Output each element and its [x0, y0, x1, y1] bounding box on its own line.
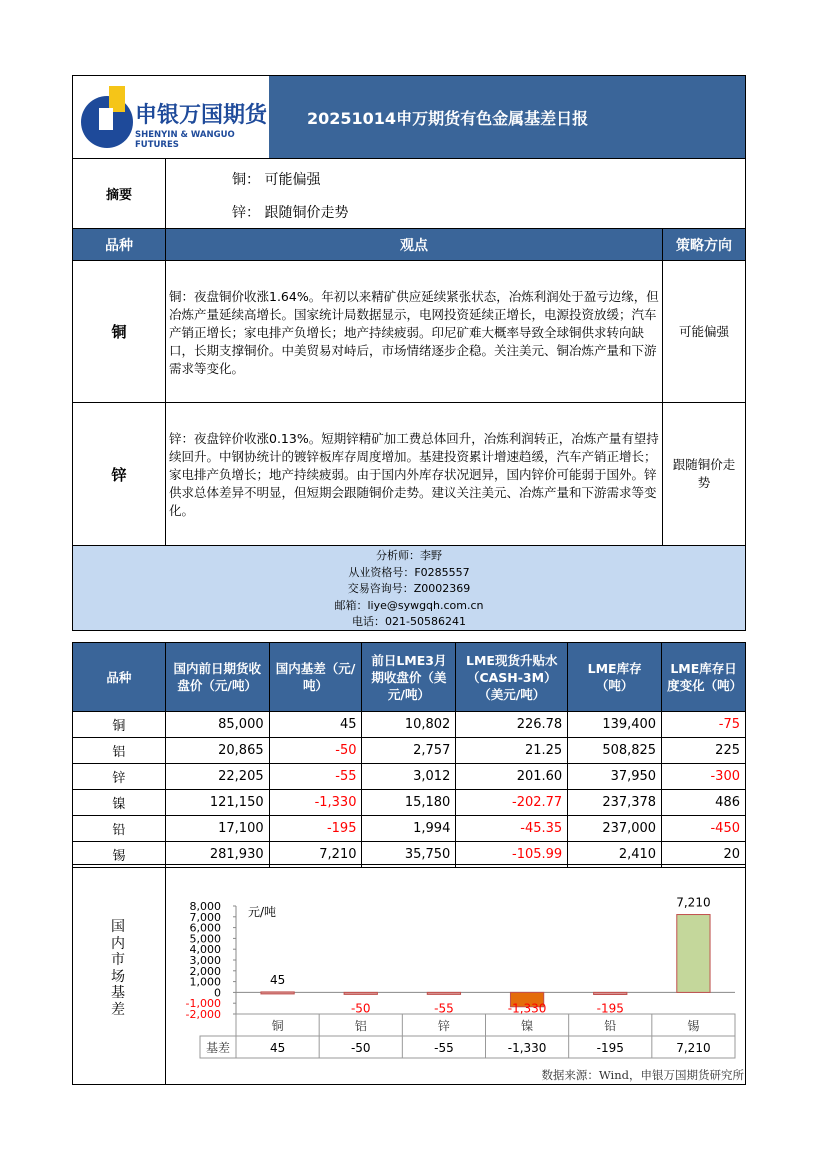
logo-cn: 申银万国期货: [135, 103, 268, 128]
analyst-phone: 电话：021-50586241: [352, 615, 466, 628]
bar: [344, 992, 377, 994]
table-cell: 226.78: [456, 712, 568, 738]
table-cell: 7,210: [269, 842, 362, 868]
table-cell: -105.99: [456, 842, 568, 868]
table-cell: 22,205: [165, 764, 269, 790]
y-axis-unit: 元/吨: [248, 905, 277, 919]
table-cell: 35,750: [362, 842, 456, 868]
table-cell: 225: [662, 738, 746, 764]
table-value: -1,330: [507, 1041, 547, 1055]
table-value: -50: [350, 1041, 371, 1055]
table-cell: 3,012: [362, 764, 456, 790]
table-header-cell: LME现货升贴水（CASH-3M）（美元/吨）: [456, 643, 568, 712]
table-cell: -50: [269, 738, 362, 764]
bar: [261, 992, 294, 994]
report-title: 20251014申万期货有色金属基差日报: [269, 76, 745, 158]
data-label: 7,210: [676, 895, 711, 910]
table-header-cell: 品种: [73, 643, 166, 712]
table-cell: 237,378: [568, 790, 662, 816]
table-value: -195: [596, 1041, 624, 1055]
analyst-consult-no: 交易咨询号：Z0002369: [347, 582, 471, 595]
table-cell: 281,930: [165, 842, 269, 868]
y-tick-label: 7,000: [189, 910, 221, 924]
table-value: 7,210: [676, 1041, 711, 1055]
table-cell: 1,994: [362, 816, 456, 842]
y-tick-label: 6,000: [189, 921, 221, 935]
table-cell: -450: [662, 816, 746, 842]
table-cell: 铝: [73, 738, 166, 764]
table-header-cell: 前日LME3月期收盘价（美元/吨）: [362, 643, 456, 712]
data-label: -195: [596, 1001, 624, 1016]
table-cell: 镍: [73, 790, 166, 816]
col-variety: 品种: [72, 228, 166, 261]
x-tick-label: 锡: [687, 1019, 700, 1033]
table-value: 45: [269, 1041, 286, 1055]
table-cell: 85,000: [165, 712, 269, 738]
data-label: 45: [269, 972, 286, 987]
table-cell: 铅: [73, 816, 166, 842]
table-cell: -1,330: [269, 790, 362, 816]
table-cell: 21.25: [456, 738, 568, 764]
x-tick-label: 镍: [521, 1019, 534, 1033]
data-label: -55: [434, 1001, 454, 1016]
view-variety: 铜: [72, 260, 166, 403]
chart-section-label: 国内市场基差: [111, 919, 125, 1018]
view-text: 锌：夜盘锌价收涨0.13%。短期锌精矿加工费总体回升，冶炼利润转正，冶炼产量有望持续回升。中钢协统计的镀锌板库存周度增加。基建投资累计增速趋缓，汽车产销正增长；家电排产负增长；地产持续疲弱。由于国内外库存状况迥异，国内锌价可能弱于国外。锌供求总体差异不明显，但短期会跟随铜价走势。建议关注美元、冶炼产量和下游需求等变化。: [165, 402, 663, 546]
table-cell: 486: [662, 790, 746, 816]
table-cell: 20,865: [165, 738, 269, 764]
x-tick-label: 铜: [271, 1019, 284, 1033]
view-strategy: 可能偏强: [662, 260, 746, 403]
table-header-cell: LME库存（吨）: [568, 643, 662, 712]
table-cell: -202.77: [456, 790, 568, 816]
data-label: -50: [350, 1001, 371, 1016]
x-tick-label: 铝: [354, 1019, 367, 1033]
analyst-name: 分析师：李野: [376, 549, 442, 562]
bar: [427, 992, 460, 994]
x-tick-label: 铅: [604, 1019, 617, 1033]
data-source: 数据来源：Wind，申银万国期货研究所: [541, 1068, 744, 1082]
table-cell: 15,180: [362, 790, 456, 816]
table-cell: 20: [662, 842, 746, 868]
table-cell: 2,410: [568, 842, 662, 868]
col-view: 观点: [165, 228, 663, 261]
table-cell: 17,100: [165, 816, 269, 842]
table-cell: 237,000: [568, 816, 662, 842]
y-tick-label: 4,000: [189, 943, 221, 957]
y-tick-label: 1,000: [189, 975, 221, 989]
view-strategy: 跟随铜价走势: [662, 402, 746, 546]
table-cell: 2,757: [362, 738, 456, 764]
summary-line: 锌： 跟随铜价走势: [232, 205, 349, 221]
view-variety: 锌: [72, 402, 166, 546]
table-cell: 锌: [73, 764, 166, 790]
y-tick-label: 3,000: [189, 954, 221, 967]
y-tick-label: -1,000: [185, 997, 221, 1011]
table-cell: 37,950: [568, 764, 662, 790]
x-tick-label: 锌: [437, 1019, 450, 1033]
table-cell: 121,150: [165, 790, 269, 816]
y-tick-label: 5,000: [189, 932, 221, 946]
y-tick-label: 8,000: [189, 900, 221, 913]
table-cell: 铜: [73, 712, 166, 738]
table-cell: -55: [269, 764, 362, 790]
summary-line: 铜： 可能偏强: [232, 172, 321, 188]
table-header-cell: 国内前日期货收盘价（元/吨）: [165, 643, 269, 712]
y-tick-label: -2,000: [185, 1008, 221, 1021]
table-cell: 45: [269, 712, 362, 738]
table-cell: 139,400: [568, 712, 662, 738]
analyst-email[interactable]: 邮箱：liye@sywgqh.com.cn: [334, 598, 484, 612]
table-cell: 508,825: [568, 738, 662, 764]
y-tick-label: 0: [214, 986, 221, 1000]
summary-label: 摘要: [72, 158, 166, 229]
bar: [677, 915, 710, 993]
table-header-cell: 国内基差（元/吨）: [269, 643, 362, 712]
table-header-cell: LME库存日度变化（吨）: [662, 643, 746, 712]
table-value: -55: [434, 1041, 454, 1055]
table-cell: 锡: [73, 842, 166, 868]
table-cell: 201.60: [456, 764, 568, 790]
analyst-license: 从业资格号：F0285557: [348, 565, 470, 579]
table-cell: -300: [662, 764, 746, 790]
series-name: 基差: [205, 1041, 231, 1055]
bar: [594, 992, 627, 994]
data-label: -1,330: [507, 1001, 547, 1016]
table-cell: 10,802: [362, 712, 456, 738]
logo-en: SHENYIN & WANGUO FUTURES: [135, 130, 235, 150]
view-text: 铜：夜盘铜价收涨1.64%。年初以来精矿供应延续紧张状态，冶炼利润处于盈亏边缘，但冶炼产量延续高增长。国家统计局数据显示，电网投资延续正增长，电源投资放缓；汽车产销正增长；家电排产负增长；地产持续疲弱。印尼矿难大概率导致全球铜供求转向缺口，长期支撑铜价。中美贸易对峙后，市场情绪逐步企稳。关注美元、铜冶炼产量和下游需求等变化。: [165, 260, 663, 403]
table-cell: -195: [269, 816, 362, 842]
y-tick-label: 2,000: [189, 964, 221, 978]
table-cell: -75: [662, 712, 746, 738]
table-cell: -45.35: [456, 816, 568, 842]
col-strategy: 策略方向: [662, 228, 746, 261]
